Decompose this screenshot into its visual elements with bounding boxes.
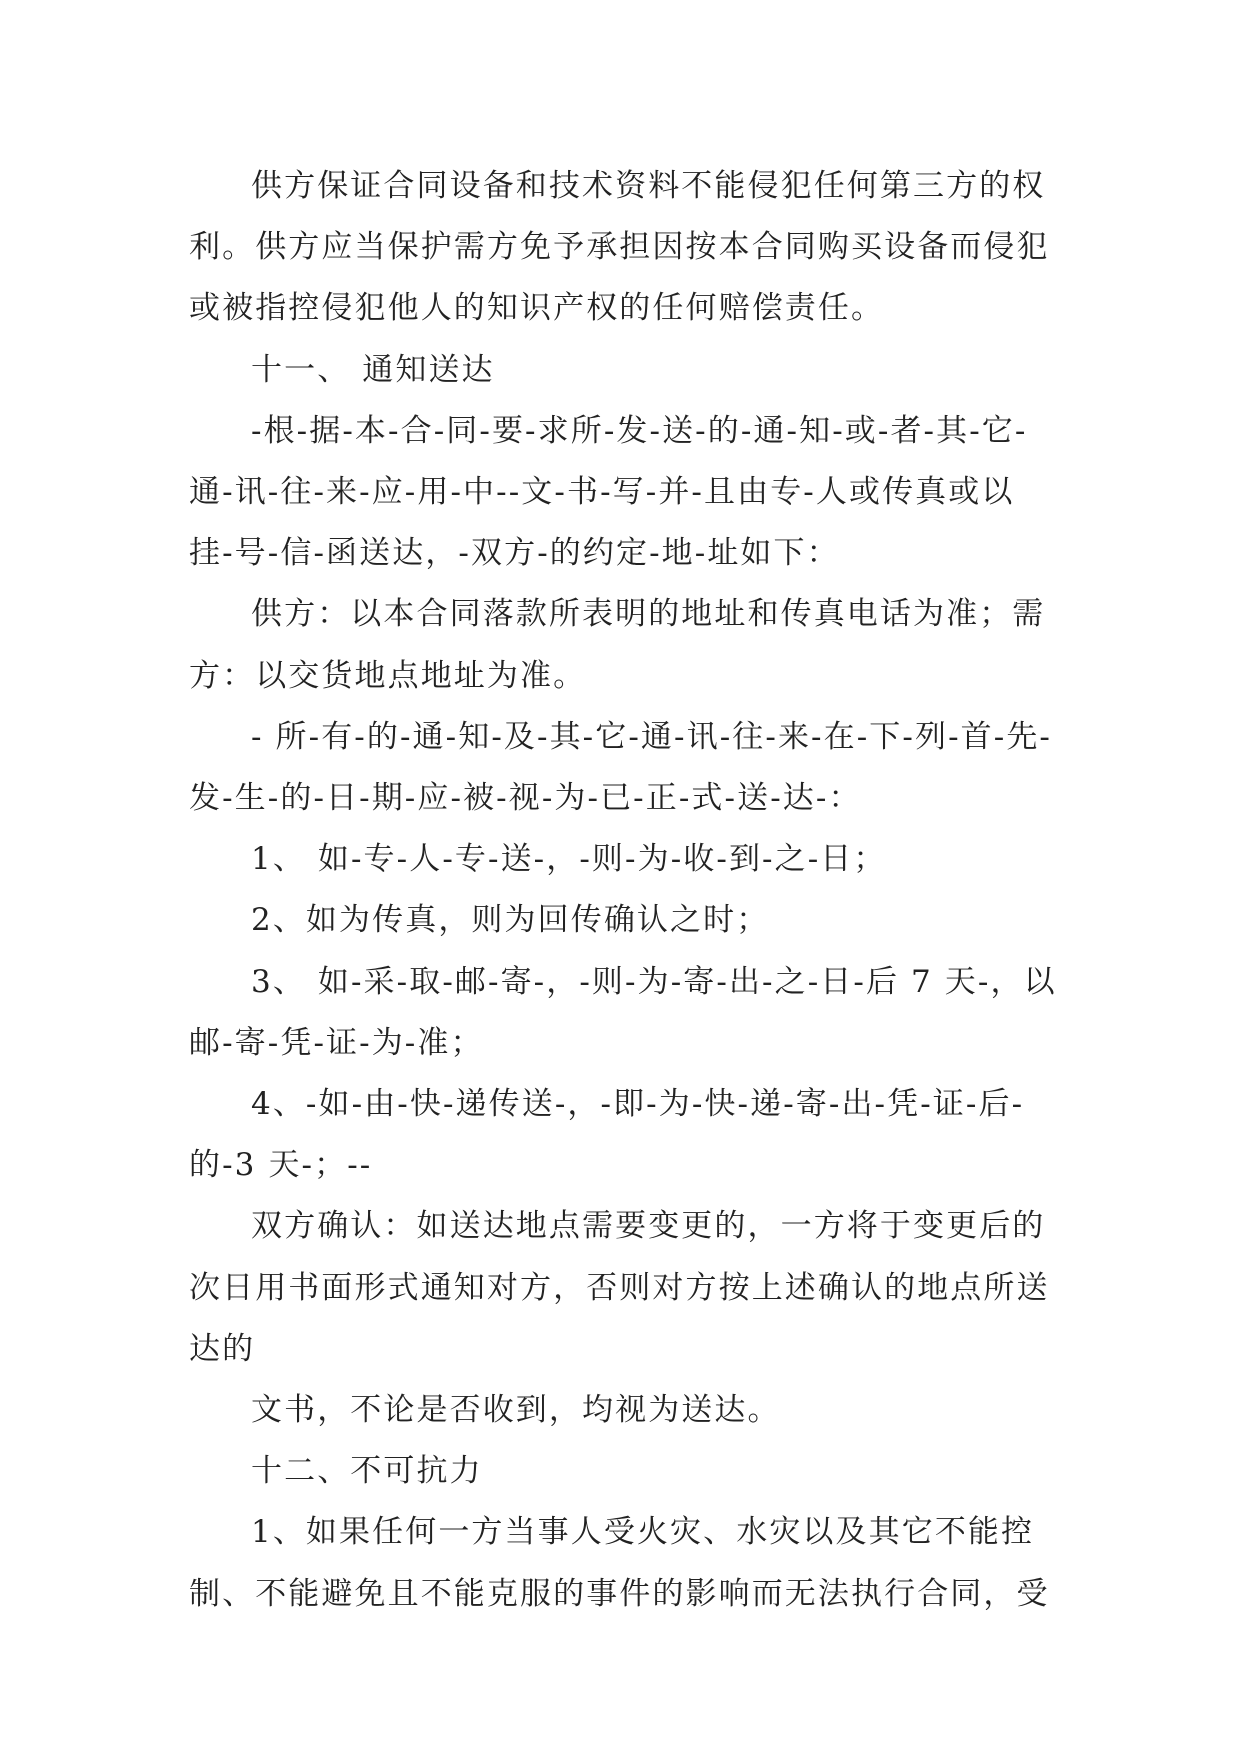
paragraph-ip-warranty: 供方保证合同设备和技术资料不能侵犯任何第三方的权利。供方应当保护需方免予承担因按本合同购买设备而侵犯或被指控侵犯他人的知识产权的任何赔偿责任。 (189, 168, 1050, 327)
paragraph-force-majeure: 1、如果任何一方当事人受火灾、水灾以及其它不能控制、不能避免且不能克服的事件的影响而无法执行合同，受 (189, 1514, 1050, 1612)
paragraph-addresses: 供方：以本合同落款所表明的地址和传真电话为准；需方：以交货地点地址为准。 (189, 596, 1046, 694)
list-item-fax: 2、如为传真，则为回传确认之时； (251, 902, 770, 939)
section-heading-force-majeure: 十二、不可抗力 (251, 1453, 483, 1490)
document-body (189, 156, 1059, 1625)
paragraph-delivery-dates: - 所-有-的-通-知-及-其-它-通-讯-往-来-在-下-列-首-先-发-生-的-日-期-应-被-视-为-已-正-式-送-达-： (189, 718, 1052, 817)
paragraph-deemed-delivered: 文书，不论是否收到，均视为送达。 (251, 1392, 781, 1429)
list-item-mail: 3、 如-采-取-邮-寄-，-则-为-寄-出-之-日-后 7 天-，以邮-寄-凭-证-为-准； (189, 963, 1057, 1061)
section-heading-notice-delivery: 十一、 通知送达 (251, 351, 495, 388)
list-item-courier: 4、-如-由-快-递传送-，-即-为-快-递-寄-出-凭-证-后-的-3 天-；-- (189, 1086, 1025, 1184)
paragraph-address-change: 双方确认：如送达地点需要变更的，一方将于变更后的次日用书面形式通知对方，否则对方按上述确认的地点所送达的 (189, 1208, 1050, 1367)
list-item-personal-delivery: 1、 如-专-人-专-送-，-则-为-收-到-之-日； (251, 841, 887, 878)
paragraph-notice-method: -根-据-本-合-同-要-求所-发-送-的-通-知-或-者-其-它-通-讯-往-来-应-用-中--文-书-写-并-且由专-人或传真或以挂-号-信-函送达，-双方-的约定-地-址如下： (189, 412, 1028, 572)
